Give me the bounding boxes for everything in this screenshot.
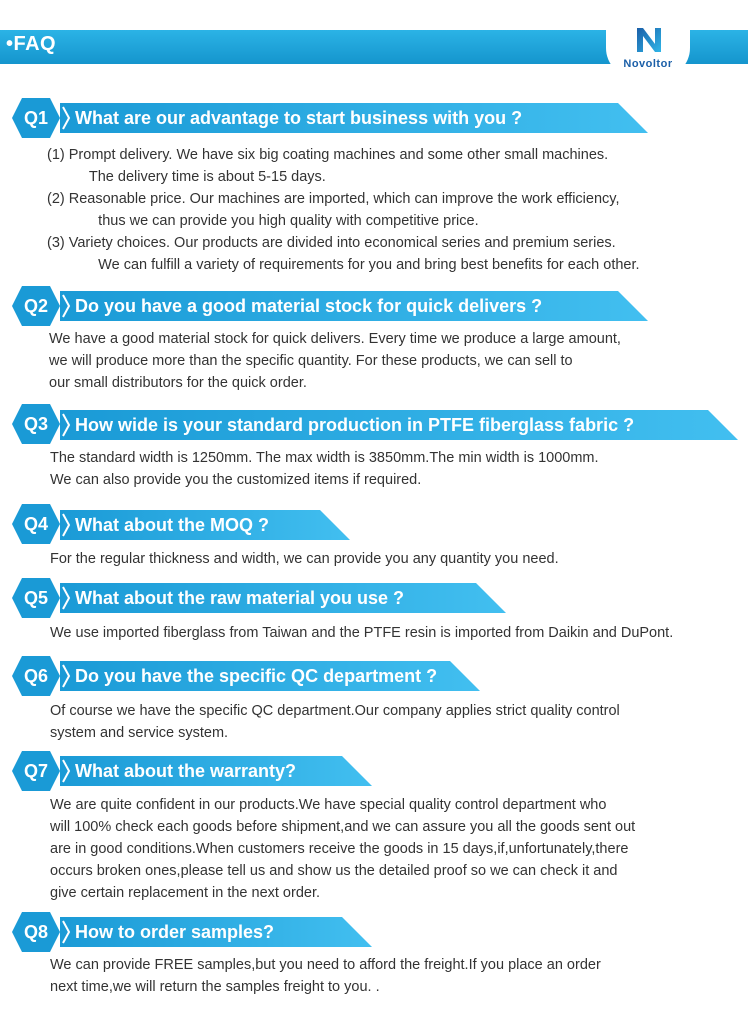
question-bar-q1 [60, 103, 648, 133]
question-bar-q4 [60, 510, 350, 540]
logo-text: Novoltor [623, 58, 673, 70]
page-title: •FAQ [6, 33, 57, 55]
novoltor-logo-icon [634, 24, 664, 54]
question-badge-q7: Q7 [12, 751, 60, 791]
question-text-q1: What are our advantage to start business with you ? [75, 108, 523, 128]
question-badge-q3: Q3 [12, 404, 60, 444]
answer-q7: We are quite confident in our products.We have special quality control department who will 100% check each goods before shipment,and we can assure you all the goods sent out are in good conditions.When customers receive the goods in 15 days,if,unfortunately,there occurs broken ones,please tell us and show us the detailed proof so we can check it and give certain replacement in the next order. [50, 797, 636, 901]
answer-q5: We use imported fiberglass from Taiwan and the PTFE resin is imported from Daikin and DuPont. [50, 625, 674, 641]
answer-q3: The standard width is 1250mm. The max width is 3850mm.The min width is 1000mm. We can also provide you the customized items if required. [50, 450, 599, 488]
answer-q2: We have a good material stock for quick delivers. Every time we produce a large amount, we will produce more than the specific quantity. For these products, we can sell to our small distributors for the quick order. [49, 331, 621, 391]
question-badge-q5: Q5 [12, 578, 60, 618]
answer-q6: Of course we have the specific QC department.Our company applies strict quality control system and service system. [50, 703, 620, 741]
question-bar-q5 [60, 583, 506, 613]
question-badge-q4: Q4 [12, 504, 60, 544]
question-bar-q6 [60, 661, 480, 691]
question-bar-q7 [60, 756, 372, 786]
question-badge-q8: Q8 [12, 912, 60, 952]
brand-logo [606, 18, 690, 78]
answer-q4: For the regular thickness and width, we can provide you any quantity you need. [50, 551, 559, 567]
answer-q1: (1) Prompt delivery. We have six big coating machines and some other small machines. The delivery time is about 5-15 days. (2) Reasonable price. Our machines are imported, which can improve the work efficiency, thus we can provide you high quality with competitive price. (3) Variety choices. Our products are divided into economical series and premium series. We can fulfill a variety of requirements for you and bring best benefits for each other. [47, 147, 640, 273]
question-text-q4: What about the MOQ ? [75, 515, 269, 535]
question-text-q7: What about the warranty? [75, 761, 297, 781]
question-badge-q2: Q2 [12, 286, 60, 326]
question-text-q8: How to order samples? [75, 922, 275, 942]
question-badge-q1: Q1 [12, 98, 60, 138]
question-bar-q2 [60, 291, 648, 321]
question-text-q5: What about the raw material you use ? [75, 588, 405, 608]
question-bar-q3 [60, 410, 738, 440]
question-text-q6: Do you have the specific QC department ? [75, 666, 438, 686]
question-text-q2: Do you have a good material stock for quick delivers ? [75, 296, 543, 316]
question-bar-q8 [60, 917, 372, 947]
question-badge-q6: Q6 [12, 656, 60, 696]
answer-q8: We can provide FREE samples,but you need to afford the freight.If you place an order next time,we will return the samples freight to you. . [50, 957, 601, 995]
question-text-q3: How wide is your standard production in PTFE fiberglass fabric ? [75, 415, 635, 435]
